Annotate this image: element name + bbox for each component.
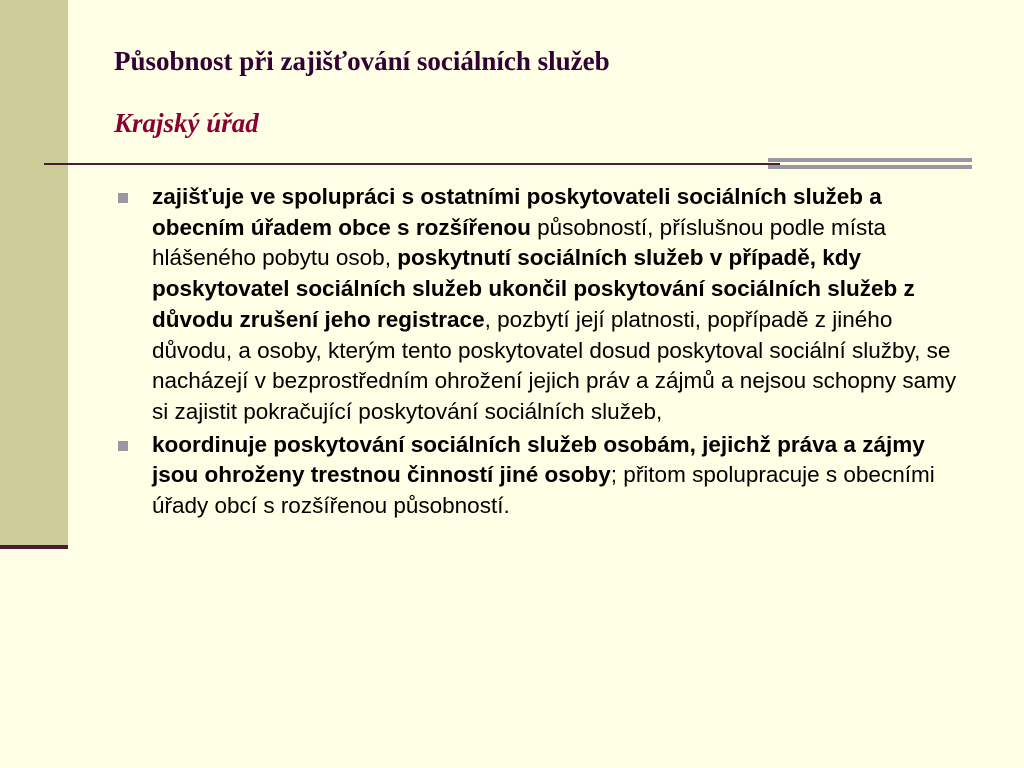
regular-text: ; přitom spolupracuje s obecními úřady obcí s rozšířenou působností. [152,462,935,519]
regular-text: působností, příslušnou podle místa hlášeného pobytu osob, [152,214,887,271]
title-divider-accent [768,158,972,172]
left-band-underline [0,545,68,549]
regular-text: , pozbytí její platnosti, popřípadě z jiného důvodu, a osoby, kterým tento poskytovatel dosud poskytoval sociální služby, se nacházejí v bezprostředním ohrožení jejich práv a zájmů a nejsou schopny samy si zajistit pokračující poskytování sociálních služeb, [152,306,957,424]
square-bullet-icon [118,441,128,451]
list-item [118,430,968,522]
slide-title: Působnost při zajišťování sociálních služeb [114,46,610,76]
square-bullet-icon [118,193,128,203]
bold-text: zajišťuje ve spolupráci s ostatními poskytovateli sociálních služeb a obecním úřadem obce s rozšířenou [152,184,882,240]
title-divider [44,163,780,165]
list-item-text [152,432,935,518]
list-item [118,182,968,428]
bold-text: poskytnutí sociálních služeb v případě, kdy poskytovatel sociálních služeb ukončil poskytování sociálních služeb z důvodu zrušení jeho registrace [152,245,915,332]
left-decorative-band [0,0,68,545]
slide-subtitle: Krajský úřad [114,108,259,138]
bold-text: koordinuje poskytování sociálních služeb osobám, jejichž práva a zájmy jsou ohroženy trestnou činností jiné osoby [152,431,925,488]
list-item-text [152,184,956,424]
bullet-list [118,182,968,524]
